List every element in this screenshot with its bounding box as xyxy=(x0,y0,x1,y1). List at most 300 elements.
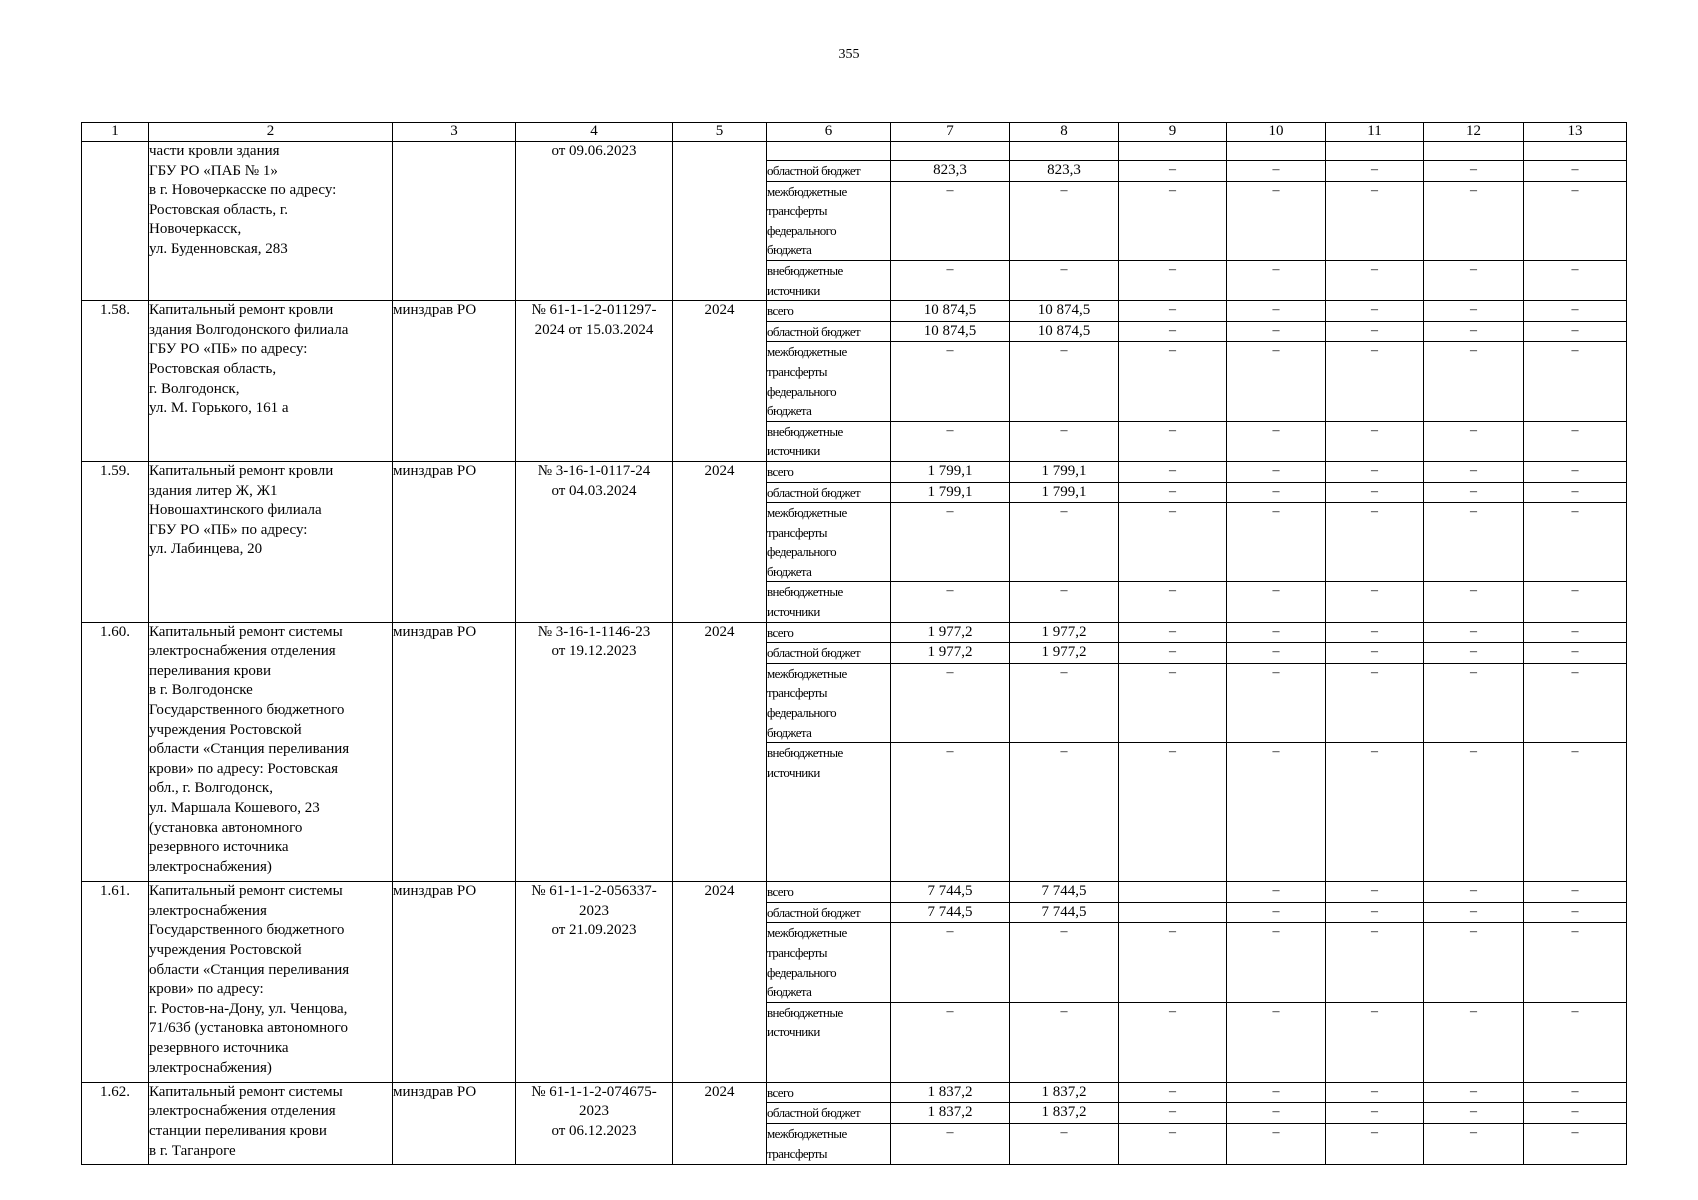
item-name-line: Капитальный ремонт системы xyxy=(149,1083,343,1100)
value-cell: – xyxy=(891,923,1010,1002)
value-cell: – xyxy=(1119,421,1227,461)
item-name-line: здания литер Ж, Ж1 xyxy=(149,482,278,499)
value-cell: – xyxy=(1326,1103,1424,1124)
value-cell: – xyxy=(1424,482,1524,503)
value-cell: – xyxy=(1227,1123,1326,1164)
value-cell: – xyxy=(1119,1002,1227,1082)
funding-source-line: межбюджетные xyxy=(767,344,847,360)
value-cell: 1 837,2 xyxy=(891,1082,1010,1103)
value-cell: – xyxy=(1119,1103,1227,1124)
value-cell: – xyxy=(1524,301,1627,322)
item-organization: минздрав РО xyxy=(393,1082,516,1164)
item-document-line: № 3-16-1-0117-24 xyxy=(537,462,651,479)
value-cell: 1 977,2 xyxy=(891,643,1010,664)
item-name xyxy=(149,461,393,622)
value-cell: – xyxy=(1424,503,1524,582)
funding-source-line: бюджета xyxy=(767,984,812,1000)
funding-source xyxy=(767,342,891,421)
value-cell: – xyxy=(1119,301,1227,322)
item-organization: минздрав РО xyxy=(393,301,516,462)
value-cell: – xyxy=(891,1002,1010,1082)
funding-source-line: всего xyxy=(767,884,794,900)
value-cell: – xyxy=(1326,743,1424,882)
funding-source xyxy=(767,582,891,622)
item-year: 2024 xyxy=(673,461,767,622)
item-name-line: 71/63б (установка автономного xyxy=(149,1020,348,1037)
header-cell: 7 xyxy=(891,123,1010,142)
item-name-line: в г. Волгодонске xyxy=(149,682,253,699)
funding-source-line: федерального xyxy=(767,383,836,399)
funding-source-line: бюджета xyxy=(767,724,812,740)
item-document-line: № 61-1-1-2-056337- xyxy=(531,883,657,900)
funding-source-line: бюджета xyxy=(767,403,812,419)
value-cell: – xyxy=(1524,181,1627,260)
item-name xyxy=(149,622,393,882)
item-document-line: 2024 от 15.03.2024 xyxy=(534,321,654,338)
value-cell: – xyxy=(1524,503,1627,582)
table-row xyxy=(82,1082,1627,1103)
value-cell: – xyxy=(1227,743,1326,882)
item-name xyxy=(149,1082,393,1164)
item-name-line: Государственного бюджетного xyxy=(149,922,345,939)
item-name-line: Государственного бюджетного xyxy=(149,702,345,719)
item-name-line: в г. Новочеркасске по адресу: xyxy=(149,182,337,199)
funding-source xyxy=(767,1082,891,1103)
funding-source-line: бюджета xyxy=(767,242,812,258)
header-cell: 12 xyxy=(1424,123,1524,142)
value-cell: – xyxy=(1424,301,1524,322)
item-name-line: ГБУ РО «ПБ» по адресу: xyxy=(149,341,308,358)
value-cell: – xyxy=(891,582,1010,622)
funding-source-line: областной бюджет xyxy=(767,1105,861,1121)
value-cell xyxy=(1524,142,1627,161)
page-number: 355 xyxy=(838,47,860,62)
value-cell xyxy=(1227,142,1326,161)
item-name-line: здания Волгодонского филиала xyxy=(149,321,349,338)
item-document-line: от 21.09.2023 xyxy=(551,922,637,939)
value-cell: – xyxy=(1524,321,1627,342)
item-document-line: от 19.12.2023 xyxy=(551,643,637,660)
value-cell: – xyxy=(891,1123,1010,1164)
funding-source-line: источники xyxy=(767,443,820,459)
value-cell: – xyxy=(1119,342,1227,421)
funding-source xyxy=(767,260,891,300)
item-name-line: переливания крови xyxy=(149,662,271,679)
value-cell: 10 874,5 xyxy=(891,301,1010,322)
item-name xyxy=(149,301,393,462)
value-cell: – xyxy=(1227,663,1326,742)
value-cell: – xyxy=(1524,882,1627,903)
funding-source-line: бюджета xyxy=(767,563,812,579)
funding-source-line: внебюджетные xyxy=(767,1004,843,1020)
funding-source-line: трансферты xyxy=(767,524,827,540)
value-cell: – xyxy=(1010,582,1119,622)
value-cell: – xyxy=(1326,663,1424,742)
value-cell: – xyxy=(1424,342,1524,421)
header-cell: 11 xyxy=(1326,123,1424,142)
item-organization: минздрав РО xyxy=(393,882,516,1083)
value-cell: – xyxy=(1326,923,1424,1002)
item-name-line: Новошахтинского филиала xyxy=(149,502,322,519)
funding-source-line: межбюджетные xyxy=(767,665,847,681)
item-name-line: учреждения Ростовской xyxy=(149,942,302,958)
item-name-line: резервного источника xyxy=(149,1039,289,1056)
value-cell: – xyxy=(891,663,1010,742)
item-year: 2024 xyxy=(673,301,767,462)
value-cell: – xyxy=(1227,923,1326,1002)
funding-source xyxy=(767,902,891,923)
item-document xyxy=(516,622,673,882)
value-cell: – xyxy=(1227,582,1326,622)
funding-source xyxy=(767,923,891,1002)
value-cell: 10 874,5 xyxy=(1010,301,1119,322)
item-document xyxy=(516,301,673,462)
value-cell: 7 744,5 xyxy=(891,902,1010,923)
value-cell: – xyxy=(1524,1103,1627,1124)
value-cell: 1 977,2 xyxy=(891,622,1010,643)
funding-source-line: внебюджетные xyxy=(767,262,843,278)
value-cell: – xyxy=(1119,663,1227,742)
value-cell: – xyxy=(1326,461,1424,482)
value-cell: – xyxy=(1010,421,1119,461)
funding-source-line: источники xyxy=(767,764,820,780)
table-row xyxy=(82,622,1627,643)
item-number: 1.61. xyxy=(82,882,149,1083)
value-cell: – xyxy=(1119,161,1227,182)
value-cell: – xyxy=(891,260,1010,300)
value-cell: – xyxy=(1227,882,1326,903)
funding-source-line: трансферты xyxy=(767,945,827,960)
value-cell: 1 837,2 xyxy=(891,1103,1010,1124)
value-cell: – xyxy=(1424,923,1524,1002)
funding-source-line: федерального xyxy=(767,964,836,980)
value-cell: – xyxy=(1326,622,1424,643)
value-cell: – xyxy=(1524,902,1627,923)
value-cell: – xyxy=(1524,461,1627,482)
item-name-line: ГБУ РО «ПБ» по адресу: xyxy=(149,521,308,538)
item-document xyxy=(516,461,673,622)
item-document-line: от 06.12.2023 xyxy=(551,1122,637,1139)
value-cell: – xyxy=(1326,582,1424,622)
value-cell: 7 744,5 xyxy=(1010,882,1119,903)
funding-source xyxy=(767,1123,891,1164)
value-cell: – xyxy=(1524,663,1627,742)
funding-source-line: межбюджетные xyxy=(767,1125,847,1141)
value-cell: – xyxy=(1227,902,1326,923)
item-name xyxy=(149,882,393,1083)
funding-source xyxy=(767,181,891,260)
item-name-line: Ростовская область, xyxy=(149,360,277,377)
funding-source-line: всего xyxy=(767,1084,794,1100)
item-name-line: Капитальный ремонт кровли xyxy=(149,462,334,479)
value-cell: – xyxy=(1326,181,1424,260)
header-cell: 13 xyxy=(1524,123,1627,142)
header-cell: 9 xyxy=(1119,123,1227,142)
item-name-line: учреждения Ростовской xyxy=(149,721,302,738)
table-row xyxy=(82,142,1627,161)
item-number: 1.62. xyxy=(82,1082,149,1164)
item-name-line: обл., г. Волгодонск, xyxy=(149,780,273,797)
funding-source-line: трансферты xyxy=(767,685,827,701)
table-row xyxy=(82,882,1627,903)
item-name-line: Капитальный ремонт системы xyxy=(149,623,343,640)
funding-source-line: межбюджетные xyxy=(767,505,847,521)
value-cell: – xyxy=(1424,622,1524,643)
item-document-line: № 61-1-1-2-011297- xyxy=(531,302,657,319)
value-cell: 10 874,5 xyxy=(1010,321,1119,342)
value-cell: – xyxy=(1119,321,1227,342)
value-cell: – xyxy=(1524,622,1627,643)
funding-source xyxy=(767,1103,891,1124)
value-cell: – xyxy=(1424,321,1524,342)
value-cell: 1 799,1 xyxy=(1010,482,1119,503)
item-year xyxy=(673,142,767,301)
header-row xyxy=(82,123,1627,142)
value-cell: 1 799,1 xyxy=(1010,461,1119,482)
value-cell: – xyxy=(1424,421,1524,461)
value-cell: – xyxy=(1326,1123,1424,1164)
funding-source-line: федерального xyxy=(767,222,836,238)
funding-source xyxy=(767,482,891,503)
funding-source-line: областной бюджет xyxy=(767,163,861,178)
value-cell: – xyxy=(1326,421,1424,461)
value-cell: 823,3 xyxy=(1010,161,1119,182)
value-cell: – xyxy=(1227,1082,1326,1103)
item-name-line: Ростовская область, г. xyxy=(149,201,289,218)
value-cell: – xyxy=(1326,482,1424,503)
funding-source-line: межбюджетные xyxy=(767,183,847,199)
funding-source xyxy=(767,1002,891,1082)
table-row xyxy=(82,301,1627,322)
value-cell: – xyxy=(1524,421,1627,461)
item-name-line: ГБУ РО «ПАБ № 1» xyxy=(149,162,278,179)
value-cell: – xyxy=(1227,643,1326,664)
value-cell: – xyxy=(1010,923,1119,1002)
value-cell: – xyxy=(1119,643,1227,664)
value-cell: – xyxy=(1119,582,1227,622)
header-cell: 5 xyxy=(673,123,767,142)
funding-source xyxy=(767,461,891,482)
value-cell: – xyxy=(1119,1123,1227,1164)
funding-source xyxy=(767,743,891,882)
value-cell: – xyxy=(891,421,1010,461)
value-cell: – xyxy=(1524,743,1627,882)
value-cell: – xyxy=(1424,582,1524,622)
item-name-line: Новочеркасск, xyxy=(149,221,242,238)
header-cell: 4 xyxy=(516,123,673,142)
value-cell: – xyxy=(1119,260,1227,300)
funding-source-line: внебюджетные xyxy=(767,584,843,600)
item-number: 1.59. xyxy=(82,461,149,622)
value-cell xyxy=(1119,142,1227,161)
value-cell: – xyxy=(1524,1082,1627,1103)
item-year: 2024 xyxy=(673,882,767,1083)
funding-source-line: всего xyxy=(767,624,794,640)
value-cell: – xyxy=(1227,622,1326,643)
value-cell: – xyxy=(1524,1123,1627,1164)
item-name-line: резервного источника xyxy=(149,839,289,856)
item-number xyxy=(82,142,149,301)
value-cell: – xyxy=(1524,923,1627,1002)
header-cell: 2 xyxy=(149,123,393,142)
value-cell: – xyxy=(1524,161,1627,182)
item-name-line: Капитальный ремонт кровли xyxy=(149,302,334,319)
header-cell: 10 xyxy=(1227,123,1326,142)
value-cell: – xyxy=(1424,1103,1524,1124)
funding-source-line: областной бюджет xyxy=(767,645,861,661)
value-cell: 1 837,2 xyxy=(1010,1082,1119,1103)
value-cell: – xyxy=(1424,1123,1524,1164)
item-name-line: электроснабжения отделения xyxy=(149,1103,336,1120)
value-cell xyxy=(1010,142,1119,161)
item-name-line: г. Ростов-на-Дону, ул. Ченцова, xyxy=(149,1000,348,1017)
value-cell: – xyxy=(1010,743,1119,882)
value-cell: – xyxy=(1227,181,1326,260)
value-cell: – xyxy=(1424,882,1524,903)
value-cell: – xyxy=(1424,902,1524,923)
item-name-line: ул. М. Горького, 161 а xyxy=(149,400,289,417)
value-cell: 7 744,5 xyxy=(891,882,1010,903)
value-cell: 10 874,5 xyxy=(891,321,1010,342)
value-cell: – xyxy=(1010,181,1119,260)
value-cell: – xyxy=(1010,1123,1119,1164)
item-year: 2024 xyxy=(673,1082,767,1164)
value-cell: – xyxy=(1524,482,1627,503)
value-cell: – xyxy=(1010,663,1119,742)
value-cell: 1 977,2 xyxy=(1010,622,1119,643)
value-cell xyxy=(891,142,1010,161)
value-cell xyxy=(1326,142,1424,161)
funding-source-line: федерального xyxy=(767,544,836,560)
header-cell: 8 xyxy=(1010,123,1119,142)
value-cell: 1 799,1 xyxy=(891,482,1010,503)
funding-source-line: всего xyxy=(767,303,794,319)
funding-source-line: межбюджетные xyxy=(767,925,847,941)
value-cell: – xyxy=(1119,743,1227,882)
value-cell: – xyxy=(1119,1082,1227,1103)
value-cell: – xyxy=(1227,503,1326,582)
header-cell: 3 xyxy=(393,123,516,142)
funding-source-line: внебюджетные xyxy=(767,423,843,439)
funding-source xyxy=(767,142,891,161)
value-cell: 1 799,1 xyxy=(891,461,1010,482)
value-cell: – xyxy=(1227,482,1326,503)
item-document-line: от 09.06.2023 xyxy=(551,143,637,159)
value-cell: – xyxy=(1227,461,1326,482)
value-cell: – xyxy=(1227,1002,1326,1082)
item-organization: минздрав РО xyxy=(393,622,516,882)
value-cell: – xyxy=(1227,1103,1326,1124)
value-cell: – xyxy=(1010,260,1119,300)
item-organization xyxy=(393,142,516,301)
item-name-line: электроснабжения) xyxy=(149,1059,272,1076)
value-cell: – xyxy=(1424,1002,1524,1082)
value-cell: – xyxy=(1326,301,1424,322)
funding-source xyxy=(767,503,891,582)
value-cell: – xyxy=(1326,1082,1424,1103)
item-document-line: № 3-16-1-1146-23 xyxy=(537,623,651,640)
item-document-line: № 61-1-1-2-074675- xyxy=(531,1083,657,1100)
item-name-line: ул. Буденновская, 283 xyxy=(149,240,288,257)
value-cell: 823,3 xyxy=(891,161,1010,182)
funding-source xyxy=(767,663,891,742)
header-cell: 1 xyxy=(82,123,149,142)
value-cell: – xyxy=(1424,461,1524,482)
value-cell: – xyxy=(891,503,1010,582)
funding-source-line: источники xyxy=(767,1024,820,1040)
value-cell: – xyxy=(1010,503,1119,582)
value-cell xyxy=(1119,882,1227,903)
value-cell: – xyxy=(1119,923,1227,1002)
value-cell: – xyxy=(1524,342,1627,421)
funding-source xyxy=(767,161,891,182)
value-cell: – xyxy=(1524,582,1627,622)
value-cell: – xyxy=(1524,1002,1627,1082)
item-document-line: 2023 xyxy=(579,902,609,919)
funding-source xyxy=(767,301,891,322)
value-cell: – xyxy=(1326,342,1424,421)
item-number: 1.60. xyxy=(82,622,149,882)
item-document-line: от 04.03.2024 xyxy=(551,482,637,499)
value-cell: – xyxy=(891,743,1010,882)
funding-source-line: источники xyxy=(767,604,820,620)
value-cell: – xyxy=(1326,643,1424,664)
value-cell: – xyxy=(1326,1002,1424,1082)
item-document xyxy=(516,1082,673,1164)
item-name xyxy=(149,142,393,301)
value-cell: – xyxy=(1010,1002,1119,1082)
value-cell: – xyxy=(1524,643,1627,664)
value-cell: – xyxy=(1010,342,1119,421)
funding-source xyxy=(767,882,891,903)
funding-source xyxy=(767,643,891,664)
item-number: 1.58. xyxy=(82,301,149,462)
funding-source xyxy=(767,622,891,643)
item-organization: минздрав РО xyxy=(393,461,516,622)
value-cell: – xyxy=(1227,260,1326,300)
funding-source-line: областной бюджет xyxy=(767,904,861,920)
item-name-line: в г. Таганроге xyxy=(149,1142,236,1159)
item-name-line: электроснабжения отделения xyxy=(149,643,336,660)
value-cell: – xyxy=(891,181,1010,260)
value-cell: – xyxy=(1326,321,1424,342)
value-cell: – xyxy=(1227,161,1326,182)
item-name-line: электроснабжения xyxy=(149,902,267,919)
value-cell: – xyxy=(1227,321,1326,342)
item-document xyxy=(516,142,673,301)
item-name-line: ул. Маршала Кошевого, 23 xyxy=(149,800,320,816)
item-name-line: г. Волгодонск, xyxy=(149,380,240,397)
funding-source-line: федерального xyxy=(767,705,836,721)
item-name-line: станции переливания крови xyxy=(149,1122,327,1139)
value-cell: – xyxy=(1119,503,1227,582)
value-cell: – xyxy=(1424,663,1524,742)
value-cell: 1 977,2 xyxy=(1010,643,1119,664)
funding-source-line: трансферты xyxy=(767,203,827,219)
funding-source xyxy=(767,421,891,461)
value-cell: – xyxy=(1424,161,1524,182)
value-cell: – xyxy=(1326,902,1424,923)
item-name-line: области «Станция переливания xyxy=(149,961,350,978)
value-cell: – xyxy=(1326,260,1424,300)
value-cell: – xyxy=(1227,301,1326,322)
funding-source-line: трансферты xyxy=(767,363,827,379)
item-document xyxy=(516,882,673,1083)
value-cell: – xyxy=(1227,421,1326,461)
value-cell: – xyxy=(1119,482,1227,503)
budget-table xyxy=(81,122,1627,1165)
item-year: 2024 xyxy=(673,622,767,882)
